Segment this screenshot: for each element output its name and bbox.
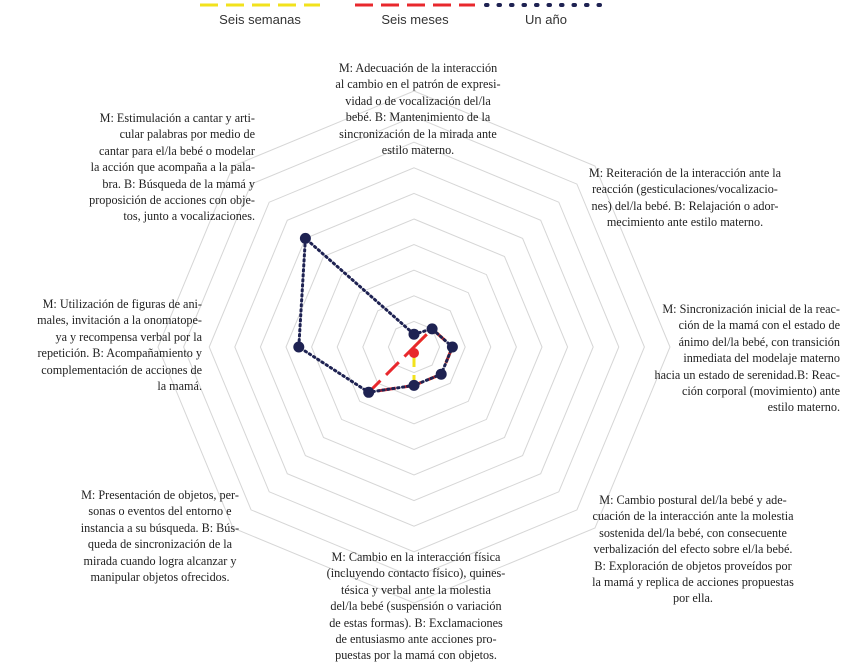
axis-label-line: de estas formas). B: Exclamaciones xyxy=(329,615,503,630)
axis-label-line: del/la bebé (suspensión o variación xyxy=(330,599,502,614)
axis-label-line: al cambio en el patrón de expresi- xyxy=(335,77,501,92)
axis-label-line: la mamá y replica de acciones propuestas xyxy=(592,575,794,590)
axis-label-4 xyxy=(568,492,818,607)
axis-label-line: M: Reiteración de la interacción ante la xyxy=(588,166,782,180)
axis-label-line: cuación de la interacción ante la molestia xyxy=(592,509,794,524)
axis-label-line: proposición de acciones con obje- xyxy=(89,193,255,208)
axis-label-line: mecimiento ante estilo materno. xyxy=(606,215,764,230)
axis-label-line: tésica y verbal ante la molestia xyxy=(341,582,491,597)
axis-label-line: ción de la mamá con el estado de xyxy=(678,318,840,333)
axis-label-line: complementación de acciones de xyxy=(41,362,202,377)
axis-label-line: M: Utilización de figuras de ani- xyxy=(42,297,202,311)
axis-label-line: repetición. B: Acompañamiento y xyxy=(37,346,202,361)
series-marker-center xyxy=(409,348,419,358)
axis-label-line: ción corporal (movimiento) ante xyxy=(681,384,840,399)
axis-label-line: sostenida del/la bebé, con consecuente xyxy=(599,525,787,540)
legend-label-1: Seis semanas xyxy=(219,12,301,27)
axis-label-1 xyxy=(318,60,518,158)
legend-label-3: Un año xyxy=(525,12,567,27)
axis-label-line: mirada cuando logra alcanzar y xyxy=(83,553,237,568)
axis-label-line: males, invitación a la onomatope- xyxy=(37,313,202,328)
axis-label-line: puestas por la mamá con objetos. xyxy=(335,648,497,663)
axis-label-line: manipular objetos ofrecidos. xyxy=(90,570,230,585)
series-marker-1 xyxy=(409,329,420,340)
axis-label-line: M: Estimulación a cantar y arti- xyxy=(99,111,255,125)
axis-label-line: cantar para el/la bebé o modelar xyxy=(99,143,255,158)
axis-label-line: (incluyendo contacto físico), quines- xyxy=(326,566,506,581)
axis-label-line: nes) del/la bebé. B: Relajación o ador- xyxy=(591,198,779,213)
axis-label-line: sincronización de la mirada ante xyxy=(339,126,497,141)
axis-label-5 xyxy=(316,549,516,664)
axis-label-2 xyxy=(580,165,790,231)
series-marker-2 xyxy=(427,323,438,334)
axis-label-line: queda de sincronización de la xyxy=(87,537,233,552)
axis-label-line: hacia un estado de serenidad.B: Reac- xyxy=(654,367,840,382)
axis-label-line: M: Adecuación de la interacción xyxy=(338,61,498,75)
axis-label-line: ánimo del/la bebé, con transición xyxy=(678,334,840,349)
axis-label-line: inmediata del modelaje materno xyxy=(683,351,840,366)
axis-label-line: por ella. xyxy=(673,591,713,606)
axis-label-line: verbalización del efecto sobre el/la bebé. xyxy=(593,542,793,557)
axis-label-3 xyxy=(640,301,840,416)
axis-label-line: instancia a su búsqueda. B: Bús- xyxy=(80,520,240,535)
series-marker-4 xyxy=(436,369,447,380)
axis-label-line: M: Sincronización inicial de la reac- xyxy=(662,302,840,316)
axis-label-line: cular palabras por medio de xyxy=(119,127,255,142)
axis-label-line: M: Cambio en la interacción física xyxy=(331,550,501,564)
legend xyxy=(200,5,606,27)
axis-label-line: la acción que acompaña a la pala- xyxy=(90,160,255,175)
axis-label-8 xyxy=(55,110,255,225)
axis-label-line: tos, junto a vocalizaciones. xyxy=(123,209,255,224)
axis-label-line: B: Exploración de objetos proveídos por xyxy=(594,558,792,573)
axis-label-line: vidad o de vocalización del/la xyxy=(345,93,491,108)
axis-label-line: ya y recompensa verbal por la xyxy=(55,329,202,344)
axis-label-6 xyxy=(60,487,260,585)
series-marker-5 xyxy=(409,380,420,391)
axis-label-line: de entusiasmo ante acciones pro- xyxy=(335,632,497,647)
axis-label-line: bra. B: Búsqueda de la mamá y xyxy=(102,176,255,191)
axis-label-line: M: Cambio postural del/la bebé y ade- xyxy=(599,493,787,507)
axis-label-line: estilo materno. xyxy=(381,143,455,158)
axis-label-line: sonas o eventos del entorno e xyxy=(88,504,232,519)
axis-label-line: la mamá. xyxy=(157,379,202,394)
axis-label-line: estilo materno. xyxy=(767,400,840,415)
axis-label-line: reacción (gesticulaciones/vocalizacio- xyxy=(592,182,778,197)
series-marker-8 xyxy=(300,233,311,244)
series-marker-3 xyxy=(447,342,458,353)
axis-label-line: M: Presentación de objetos, per- xyxy=(81,488,239,502)
series-marker-6 xyxy=(363,387,374,398)
series-marker-7 xyxy=(293,342,304,353)
legend-label-2: Seis meses xyxy=(381,12,449,27)
axis-label-7 xyxy=(2,296,202,394)
axis-label-line: bebé. B: Mantenimiento de la xyxy=(345,110,491,125)
